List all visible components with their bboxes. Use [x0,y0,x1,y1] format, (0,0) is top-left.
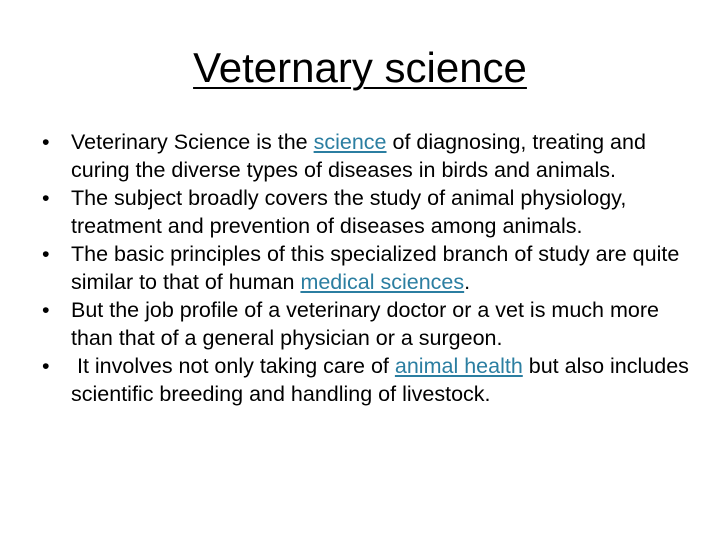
medical-sciences-link[interactable]: medical sciences [300,270,465,294]
bullet-item-1 [0,128,720,184]
bullet-icon: • [42,130,50,154]
bullet-text: The subject broadly covers the study of animal physiology, treatment and prevention of diseases among animals. [71,186,627,238]
animal-health-link[interactable]: animal health [394,354,523,378]
bullet-icon: • [42,242,50,266]
bullet-text: of diagnosing, treating and curing the diverse types of diseases in birds and animals. [71,130,646,182]
bullet-icon: • [42,298,50,322]
bullet-text: but also includes scientific breeding and handling of livestock. [71,354,689,406]
bullet-item-5 [0,352,720,408]
bullet-text: Veterinary Science is the [71,130,314,154]
bullet-text: The basic principles of this specialized branch of study are quite similar to that of human [71,242,680,294]
bullet-item-4 [0,296,720,352]
bullet-icon: • [42,354,50,378]
bullet-text: . [464,270,471,294]
bullet-text: It involves not only taking care of [71,354,395,378]
science-link[interactable]: science [313,130,387,154]
bullet-text: But the job profile of a veterinary doctor or a vet is much more than that of a general physician or a surgeon. [71,298,659,350]
bullet-item-2 [0,184,720,240]
bullet-item-3 [0,240,720,296]
slide-title: Veternary science [193,44,527,91]
bullet-list [0,128,720,408]
bullet-icon: • [42,186,50,210]
